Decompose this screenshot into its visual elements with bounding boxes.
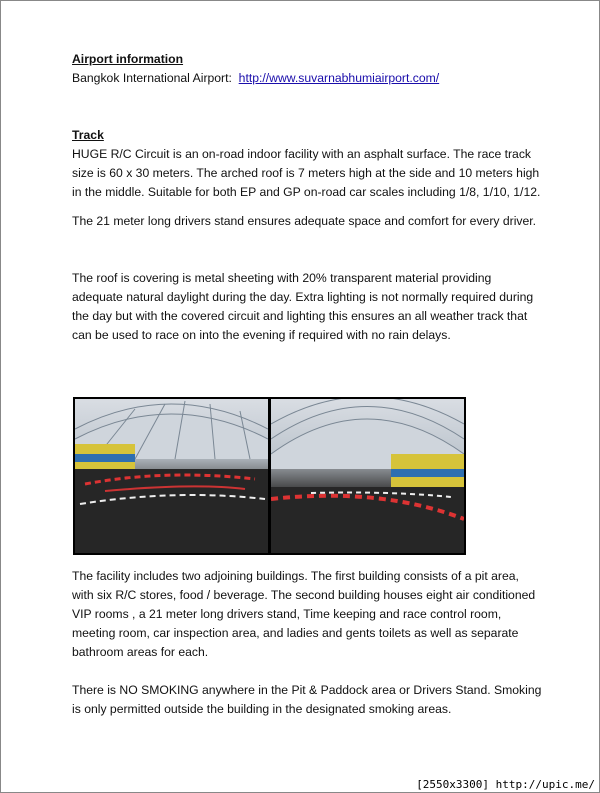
track-photos [73,397,466,555]
track-paragraph-4: The facility includes two adjoining buildings. The first building consists of a pit area, with six R/C stores, food / beverage. The second building houses eight air conditioned VIP rooms , a 21 meter long drivers stand, Time keeping and race control room, meeting room, car inspection area, and ladies and gents toilets as well as separate bathroom areas for each. [72,569,536,659]
track-paragraph-5: There is NO SMOKING anywhere in the Pit & Paddock area or Drivers Stand. Smoking is only permitted outside the building in the designated smoking areas. [72,683,542,716]
track-photo-left-drawing [75,399,268,553]
track-photo-right-drawing [271,399,464,553]
image-size-tag: [2550x3300] http://upic.me/ [416,778,595,791]
track-heading: Track [72,128,104,142]
track-paragraph-3: The roof is covering is metal sheeting with 20% transparent material providing adequate natural daylight during the day. Extra lighting is not normally required during the day but with the covered circuit and lighting this ensures an all weather track that can be used to race on into the evening if required with no rain delays. [72,271,534,342]
track-photo-right [271,399,464,553]
track-paragraph-2: The 21 meter long drivers stand ensures adequate space and comfort for every driver. [72,214,537,228]
track-photo-left [75,399,268,553]
airport-heading: Airport information [72,52,184,66]
document-body-lower [72,567,542,719]
airport-label: Bangkok International Airport: [72,71,232,85]
document-body [72,50,542,345]
track-paragraph-1: HUGE R/C Circuit is an on-road indoor facility with an asphalt surface. The race track size is 60 x 30 meters. The arched roof is 7 meters high at the side and 10 meters high in the middle. Suitable for both EP and GP on-road car scales including 1/8, 1/10, 1/12. [72,147,541,199]
airport-link[interactable]: http://www.suvarnabhumiairport.com/ [238,71,440,85]
airport-line [72,69,542,88]
